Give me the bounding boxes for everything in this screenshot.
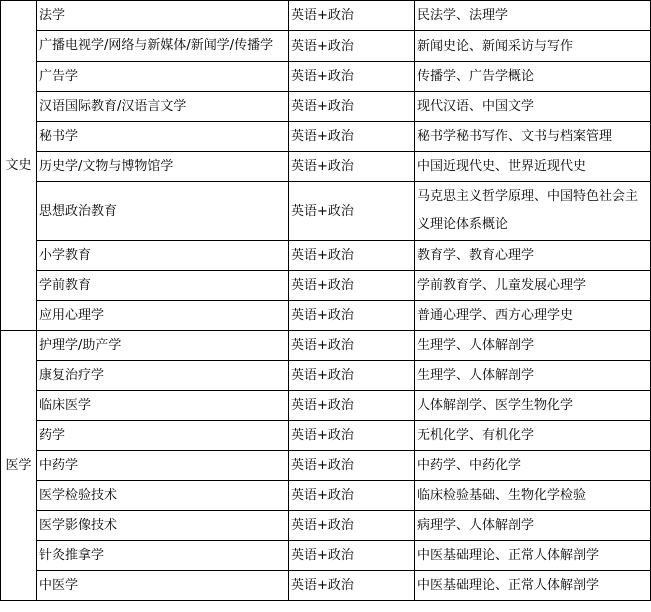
table-row: [1, 152, 651, 182]
major-cell: 汉语国际教育/汉语言文学: [37, 92, 289, 122]
exam-cell: 英语+政治: [289, 511, 415, 541]
major-cell: 法学: [37, 1, 289, 31]
major-cell: 医学检验技术: [37, 481, 289, 511]
major-cell: 应用心理学: [37, 301, 289, 331]
major-cell: 医学影像技术: [37, 511, 289, 541]
major-cell: 临床医学: [37, 391, 289, 421]
category-cell-wenshi: 文史: [1, 1, 37, 331]
major-cell: 药学: [37, 421, 289, 451]
major-cell: 秘书学: [37, 122, 289, 152]
table-row: [1, 421, 651, 451]
subjects-cell: 普通心理学、西方心理学史: [415, 301, 651, 331]
subjects-cell: 中医基础理论、正常人体解剖学: [415, 571, 651, 601]
major-cell: 针灸推拿学: [37, 541, 289, 571]
major-cell: 广播电视学/网络与新媒体/新闻学/传播学: [37, 31, 289, 62]
table-row: [1, 391, 651, 421]
exam-cell: 英语+政治: [289, 1, 415, 31]
table-row: [1, 481, 651, 511]
exam-cell: 英语+政治: [289, 182, 415, 241]
subjects-cell: 中医基础理论、正常人体解剖学: [415, 541, 651, 571]
major-cell: 中药学: [37, 451, 289, 481]
subjects-cell: 人体解剖学、医学生物化学: [415, 391, 651, 421]
major-cell: 小学教育: [37, 241, 289, 271]
subjects-cell: 临床检验基础、生物化学检验: [415, 481, 651, 511]
table-row: [1, 62, 651, 92]
subjects-cell: 中药学、中药化学: [415, 451, 651, 481]
exam-cell: 英语+政治: [289, 271, 415, 301]
exam-cell: 英语+政治: [289, 331, 415, 361]
table-row: [1, 31, 651, 62]
exam-cell: 英语+政治: [289, 92, 415, 122]
table-row: [1, 511, 651, 541]
exam-cell: 英语+政治: [289, 122, 415, 152]
table-row: [1, 182, 651, 241]
exam-cell: 英语+政治: [289, 361, 415, 391]
exam-cell: 英语+政治: [289, 541, 415, 571]
table-row: [1, 361, 651, 391]
exam-cell: 英语+政治: [289, 421, 415, 451]
major-cell: 护理学/助产学: [37, 331, 289, 361]
exam-cell: 英语+政治: [289, 31, 415, 62]
subjects-cell: 病理学、人体解剖学: [415, 511, 651, 541]
table-row: [1, 92, 651, 122]
exam-cell: 英语+政治: [289, 62, 415, 92]
table-row: [1, 451, 651, 481]
exam-cell: 英语+政治: [289, 301, 415, 331]
category-cell-yixue: 医学: [1, 331, 37, 601]
subjects-cell: 新闻史论、新闻采访与写作: [415, 31, 651, 62]
exam-cell: 英语+政治: [289, 451, 415, 481]
table-row: [1, 271, 651, 301]
table-row: [1, 301, 651, 331]
subjects-cell: 现代汉语、中国文学: [415, 92, 651, 122]
exam-cell: 英语+政治: [289, 571, 415, 601]
major-cell: 学前教育: [37, 271, 289, 301]
exam-cell: 英语+政治: [289, 481, 415, 511]
subjects-cell: 教育学、教育心理学: [415, 241, 651, 271]
subjects-cell: 秘书学秘书写作、文书与档案管理: [415, 122, 651, 152]
subjects-cell: 民法学、法理学: [415, 1, 651, 31]
table-row: [1, 541, 651, 571]
subjects-cell: 学前教育学、儿童发展心理学: [415, 271, 651, 301]
subjects-cell: 马克思主义哲学原理、中国特色社会主义理论体系概论: [415, 182, 651, 241]
major-cell: 广告学: [37, 62, 289, 92]
subjects-cell: 生理学、人体解剖学: [415, 331, 651, 361]
exam-cell: 英语+政治: [289, 152, 415, 182]
table-row: [1, 241, 651, 271]
subjects-cell: 生理学、人体解剖学: [415, 361, 651, 391]
major-cell: 历史学/文物与博物馆学: [37, 152, 289, 182]
table-row: [1, 1, 651, 31]
table-row: [1, 571, 651, 601]
major-cell: 思想政治教育: [37, 182, 289, 241]
major-cell: 康复治疗学: [37, 361, 289, 391]
table-row: [1, 122, 651, 152]
subjects-cell: 传播学、广告学概论: [415, 62, 651, 92]
subjects-cell: 中国近现代史、世界近现代史: [415, 152, 651, 182]
subjects-cell: 无机化学、有机化学: [415, 421, 651, 451]
exam-cell: 英语+政治: [289, 391, 415, 421]
table-row: [1, 331, 651, 361]
major-cell: 中医学: [37, 571, 289, 601]
exam-cell: 英语+政治: [289, 241, 415, 271]
